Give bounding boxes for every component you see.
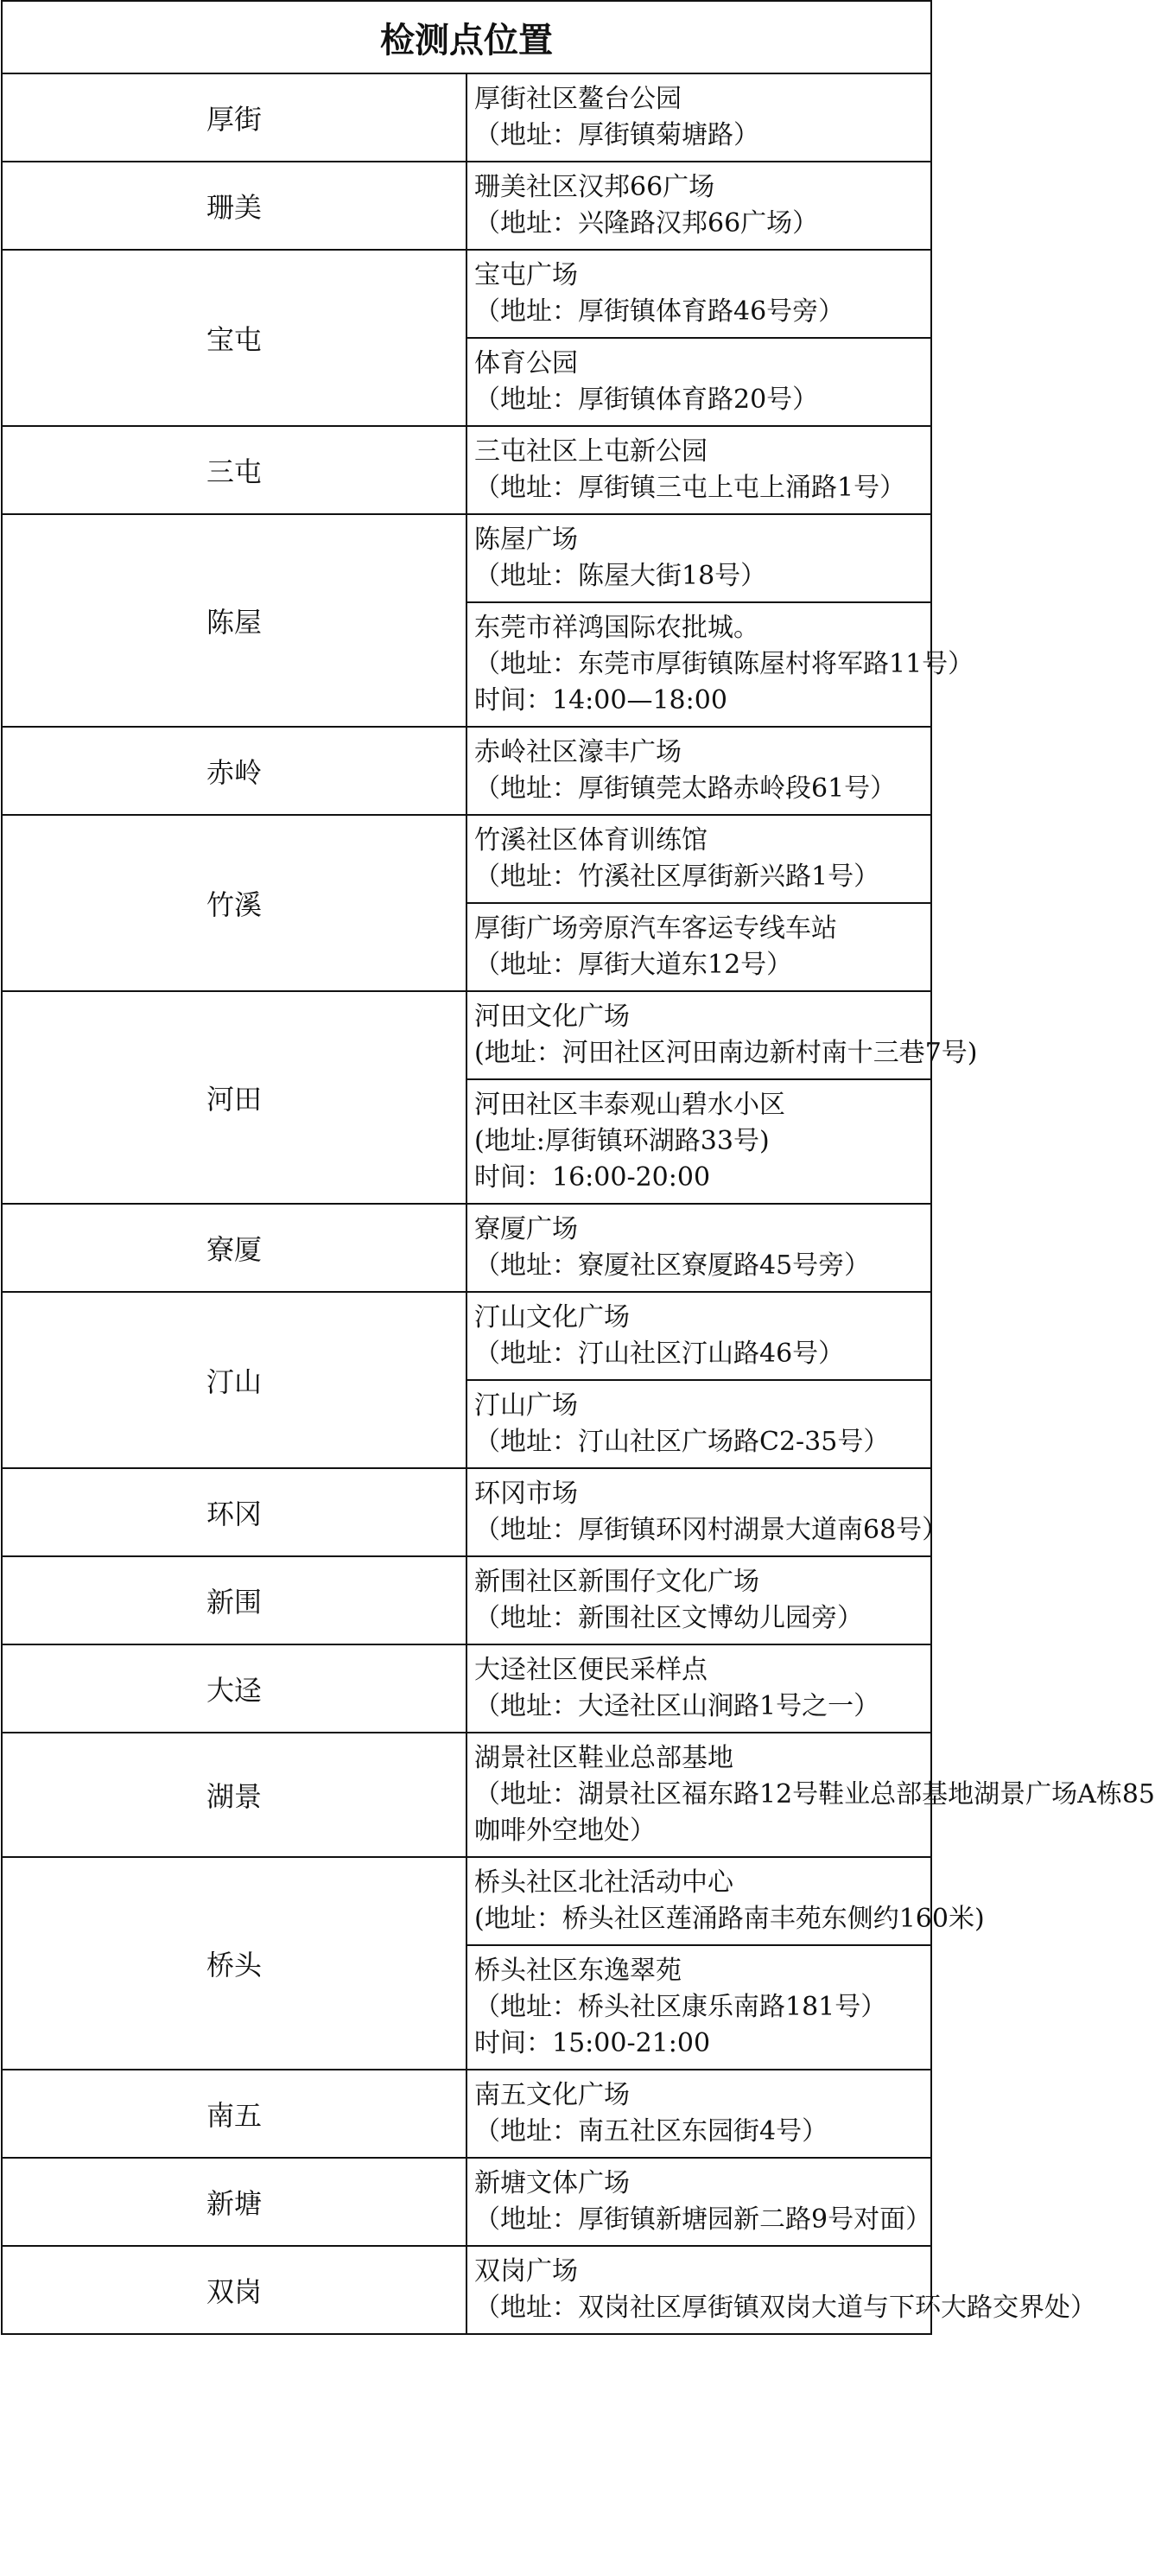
site-name: 竹溪社区体育训练馆 [474, 825, 708, 855]
site-detail: （地址：双岗社区厚街镇双岗大道与下环大路交界处） [474, 2293, 1096, 2323]
site-cell [466, 73, 931, 162]
area-cell: 新塘 [2, 2158, 466, 2246]
site-cell [466, 250, 931, 338]
table-row [2, 1733, 931, 1857]
site-cell [466, 727, 931, 815]
site-cell [466, 2246, 1096, 2334]
table-body [2, 1, 1155, 2334]
table-row [2, 1556, 931, 1644]
site-name: 大迳社区便民采样点 [474, 1655, 708, 1685]
site-cell [466, 2070, 931, 2158]
site-detail: (地址:厚街镇环湖路33号) [474, 1126, 770, 1156]
site-name: 湖景社区鞋业总部基地 [474, 1743, 733, 1773]
table-row [2, 426, 931, 514]
site-name: 新围社区新围仔文化广场 [474, 1567, 759, 1597]
site-name: 三屯社区上屯新公园 [474, 436, 708, 467]
site-detail: （地址：厚街镇莞太路赤岭段61号） [474, 773, 897, 804]
table-row [2, 73, 931, 162]
site-cell [466, 1380, 931, 1468]
site-name: 河田社区丰泰观山碧水小区 [474, 1090, 785, 1120]
area-cell: 桥头 [2, 1857, 466, 2070]
title-row [2, 1, 931, 73]
table-row [2, 1468, 931, 1556]
site-detail: 咖啡外空地处） [474, 1816, 656, 1846]
table-row [2, 250, 931, 338]
table-row [2, 2070, 931, 2158]
site-detail: （地址：寮厦社区寮厦路45号旁） [474, 1250, 871, 1281]
area-cell: 寮厦 [2, 1204, 466, 1292]
area-cell: 厚街 [2, 73, 466, 162]
table-row [2, 514, 931, 602]
site-cell [466, 1857, 985, 1945]
site-detail: （地址：东莞市厚街镇陈屋村将军路11号） [474, 649, 974, 679]
site-cell [466, 815, 931, 903]
site-detail: (地址：河田社区河田南边新村南十三巷7号) [474, 1038, 978, 1068]
area-cell: 河田 [2, 991, 466, 1204]
site-detail: （地址：厚街镇菊塘路） [474, 120, 759, 150]
site-cell [466, 1079, 931, 1204]
site-detail: 时间：14:00—18:00 [474, 685, 727, 716]
site-cell [466, 1733, 1155, 1857]
site-name: 新塘文体广场 [474, 2168, 630, 2198]
table-row [2, 162, 931, 250]
site-cell [466, 2158, 931, 2246]
site-name: 汀山广场 [474, 1390, 578, 1421]
site-name: 桥头社区北社活动中心 [474, 1867, 733, 1898]
site-cell [466, 991, 978, 1079]
site-name: 桥头社区东逸翠苑 [474, 1956, 682, 1986]
site-detail: 时间：15:00-21:00 [474, 2028, 711, 2058]
site-cell [466, 903, 931, 991]
site-detail: （地址：新围社区文博幼儿园旁） [474, 1603, 863, 1633]
site-detail: （地址：厚街镇三屯上屯上涌路1号） [474, 473, 906, 503]
site-cell [466, 162, 931, 250]
site-detail: （地址：桥头社区康乐南路181号） [474, 1992, 887, 2022]
table-row [2, 1204, 931, 1292]
site-detail: 时间：16:00-20:00 [474, 1162, 711, 1193]
area-cell: 双岗 [2, 2246, 466, 2334]
table-row [2, 2246, 931, 2334]
area-cell: 汀山 [2, 1292, 466, 1468]
site-name: 双岗广场 [474, 2256, 578, 2287]
site-cell [466, 1468, 949, 1556]
site-detail: （地址：厚街镇体育路20号） [474, 385, 819, 415]
site-detail: （地址：汀山社区汀山路46号） [474, 1339, 845, 1369]
site-name: 厚街社区鳌台公园 [474, 84, 682, 114]
table-row [2, 727, 931, 815]
site-cell [466, 514, 931, 602]
testing-sites-table [1, 0, 1155, 2335]
site-detail: （地址：兴隆路汉邦66广场） [474, 208, 819, 239]
table-title: 检测点位置 [2, 1, 931, 73]
area-cell: 赤岭 [2, 727, 466, 815]
table-row [2, 1644, 931, 1733]
site-detail: （地址：厚街大道东12号） [474, 950, 793, 980]
site-cell [466, 426, 931, 514]
site-name: 陈屋广场 [474, 525, 578, 555]
area-cell: 竹溪 [2, 815, 466, 991]
area-cell: 陈屋 [2, 514, 466, 727]
area-cell: 宝屯 [2, 250, 466, 426]
area-cell: 新围 [2, 1556, 466, 1644]
site-detail: （地址：大迳社区山涧路1号之一） [474, 1691, 880, 1721]
site-name: 宝屯广场 [474, 260, 578, 290]
site-name: 环冈市场 [474, 1479, 578, 1509]
site-name: 东莞市祥鸿国际农批城。 [474, 613, 759, 643]
site-detail: （地址：厚街镇新塘园新二路9号对面） [474, 2204, 932, 2235]
table-row [2, 815, 931, 903]
site-detail: （地址：竹溪社区厚街新兴路1号） [474, 862, 880, 892]
area-cell: 大迳 [2, 1644, 466, 1733]
site-detail: （地址：厚街镇体育路46号旁） [474, 296, 845, 327]
site-detail: (地址：桥头社区莲涌路南丰苑东侧约160米) [474, 1904, 985, 1934]
table-row [2, 1292, 931, 1380]
site-detail: （地址：厚街镇环冈村湖景大道南68号） [474, 1515, 949, 1545]
site-detail: （地址：南五社区东园街4号） [474, 2116, 828, 2147]
site-name: 南五文化广场 [474, 2080, 630, 2110]
site-detail: （地址：湖景社区福东路12号鞋业总部基地湖景广场A栋85 [474, 1779, 1155, 1810]
site-name: 汀山文化广场 [474, 1302, 630, 1333]
site-cell [466, 1644, 931, 1733]
site-detail: （地址：汀山社区广场路C2-35号） [474, 1427, 890, 1457]
area-cell: 南五 [2, 2070, 466, 2158]
table-row [2, 2158, 931, 2246]
site-cell [466, 602, 974, 727]
area-cell: 珊美 [2, 162, 466, 250]
area-cell: 湖景 [2, 1733, 466, 1857]
site-cell [466, 1556, 931, 1644]
site-cell [466, 1945, 931, 2070]
site-name: 体育公园 [474, 348, 578, 378]
site-detail: （地址：陈屋大街18号） [474, 561, 767, 591]
site-name: 珊美社区汉邦66广场 [474, 172, 715, 202]
site-name: 厚街广场旁原汽车客运专线车站 [474, 913, 837, 944]
site-name: 赤岭社区濠丰广场 [474, 737, 682, 767]
site-name: 河田文化广场 [474, 1002, 630, 1032]
table-row [2, 991, 931, 1079]
table-row [2, 1857, 931, 1945]
area-cell: 环冈 [2, 1468, 466, 1556]
area-cell: 三屯 [2, 426, 466, 514]
site-cell [466, 1204, 931, 1292]
site-cell [466, 1292, 931, 1380]
site-cell [466, 338, 931, 426]
site-name: 寮厦广场 [474, 1214, 578, 1244]
